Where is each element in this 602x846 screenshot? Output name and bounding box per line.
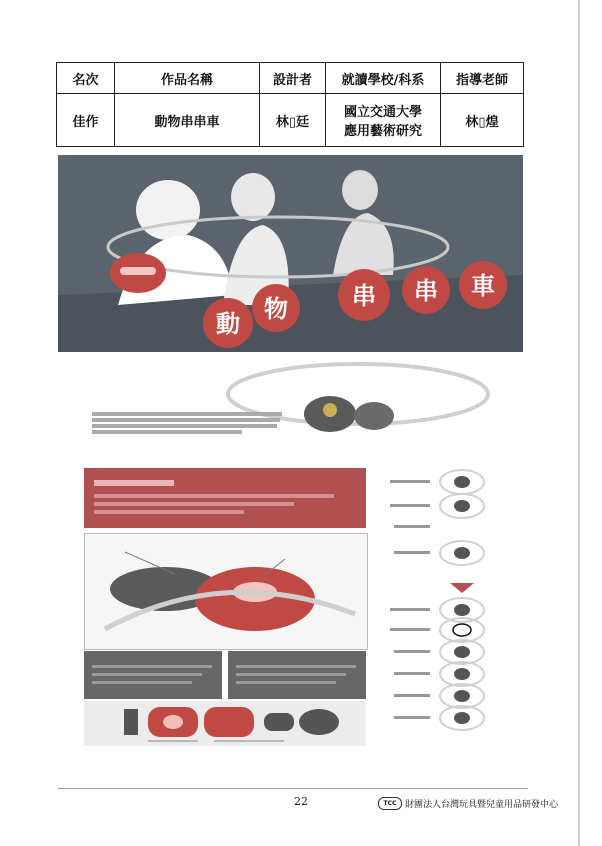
org-name: 財團法人台灣玩具暨兒童用品研發中心 [405,800,559,810]
cell-designer: 林▯廷 [260,94,326,147]
collage-banner [84,468,366,528]
caption-text [92,410,284,436]
poster-title-char: 車 [471,272,495,300]
detail-panel [84,533,368,650]
dimension-drawing [84,701,366,746]
header-school: 就讀學校/科系 [326,63,441,94]
school-line-2: 應用藝術研究 [343,124,422,139]
cell-school [326,94,441,147]
header-advisor: 指導老師 [441,63,524,94]
header-title: 作品名稱 [115,63,260,94]
subpanel-left [84,651,222,699]
cell-title: 動物串串車 [115,94,260,147]
award-table [56,62,524,147]
poster-image [58,155,523,352]
header-designer: 設計者 [260,63,326,94]
detail-collage [84,468,366,746]
cell-advisor: 林▯煌 [441,94,524,147]
footer-organization [378,797,558,810]
page-number: 22 [294,795,308,808]
poster-title-char: 串 [414,277,438,305]
product-detail-illustration [85,534,367,649]
subpanel-right [228,651,366,699]
dimension-diagram [84,701,366,746]
table-row [57,94,524,147]
page-edge [578,0,580,846]
footer-rule [58,788,528,789]
header-rank: 名次 [57,63,115,94]
poster-title-char: 串 [352,282,376,310]
usage-sequence [390,465,520,737]
sequence-diagram [390,465,520,737]
poster-title-char: 物 [264,295,288,323]
school-line-1: 國立交通大學 [343,105,422,120]
table-header-row [57,63,524,94]
poster-title-char: 動 [216,310,240,338]
cell-rank: 佳作 [57,94,115,147]
kids-illustration [58,155,523,352]
tcc-logo-icon: TCC [378,797,402,810]
